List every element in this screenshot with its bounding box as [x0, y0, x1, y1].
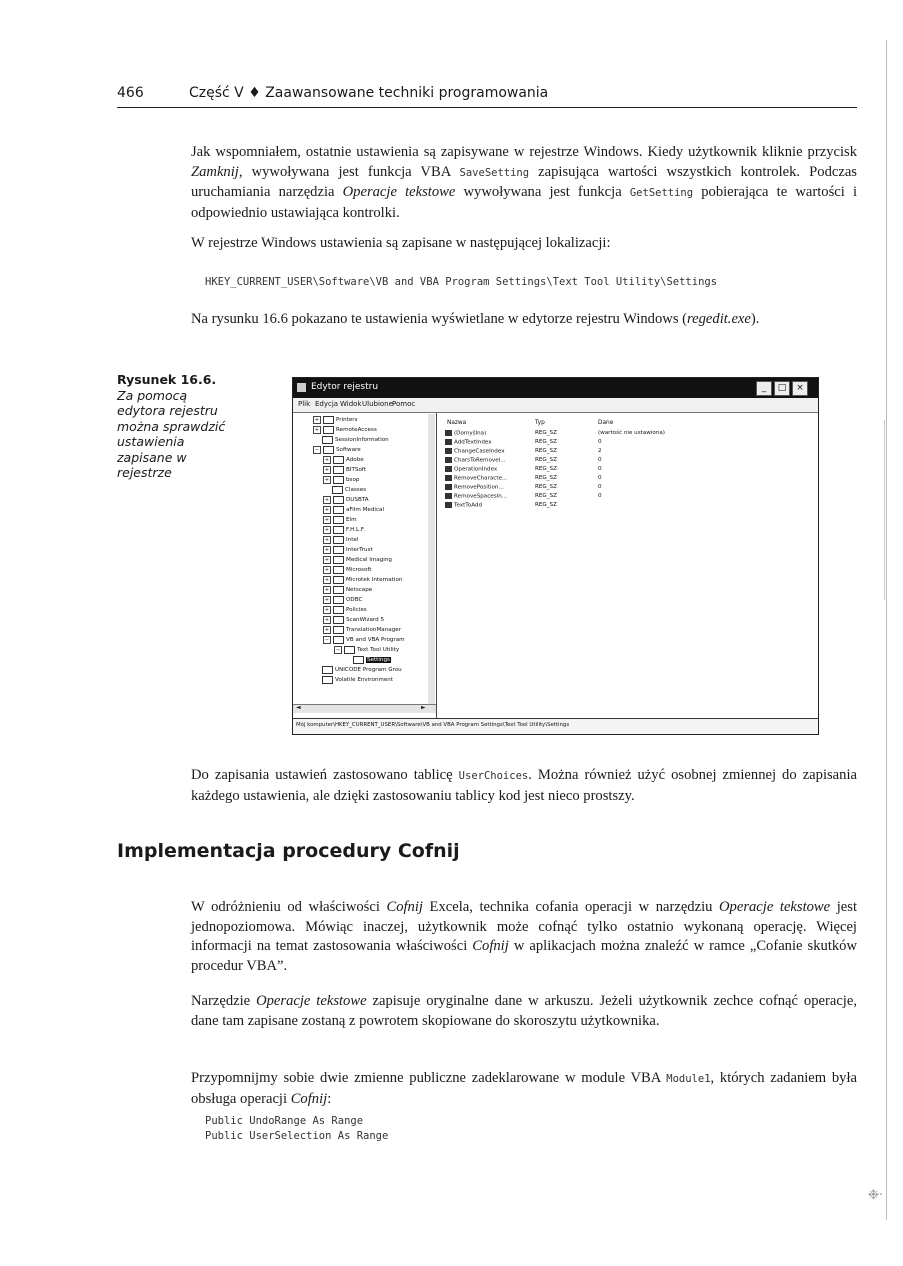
tree-expander-icon[interactable]: + — [324, 577, 330, 583]
folder-icon — [344, 646, 355, 654]
value-type: REG_SZ — [535, 502, 557, 508]
chapter-title: Część V ♦ Zaawansowane techniki programowania — [189, 85, 549, 101]
section-heading: Implementacja procedury Cofnij — [117, 840, 460, 862]
figure-label: Rysunek 16.6. — [117, 372, 217, 387]
column-header-data[interactable]: Dane — [598, 420, 614, 426]
value-type: REG_SZ — [535, 475, 557, 481]
value-row[interactable]: RemoveSpacesIn... — [445, 493, 507, 500]
folder-icon — [333, 596, 344, 604]
folder-icon — [333, 536, 344, 544]
folder-icon — [333, 476, 344, 484]
tree-horizontal-scrollbar[interactable] — [293, 704, 436, 713]
menu-edit[interactable]: Edycja — [315, 400, 339, 408]
folder-icon — [333, 636, 344, 644]
tree-expander-icon[interactable]: + — [324, 497, 330, 503]
status-bar — [293, 718, 818, 734]
paragraph-undo-single-level: W odróżnieniu od właściwości Cofnij Excela, technika cofania operacji w narzędziu Operacje tekstowe jest jednopoziomowa. Mówiąc inaczej, użytkownik może cofnąć tylko ostatnio wykonaną operację. Więcej informacji na temat zastosowania właściwości Cofnij w aplikacjach można znaleźć w ramce „Cofanie skutków procedur VBA”. — [191, 899, 858, 974]
tree-expander-icon[interactable]: + — [324, 617, 330, 623]
value-data: 0 — [598, 493, 602, 499]
value-type: REG_SZ — [535, 466, 557, 472]
folder-icon — [322, 676, 333, 684]
tree-item[interactable]: + BITSoft — [324, 467, 366, 473]
registry-tree-pane — [293, 413, 437, 718]
tree-item[interactable]: + Microsoft — [324, 567, 372, 573]
tree-item[interactable]: + ODBC — [324, 597, 363, 603]
folder-icon — [333, 626, 344, 634]
tree-expander-icon[interactable]: − — [324, 637, 330, 643]
folder-icon — [323, 426, 334, 434]
value-type: REG_SZ — [535, 493, 557, 499]
menu-favorites[interactable]: Ulubione — [362, 400, 393, 408]
registry-values-pane — [443, 413, 813, 713]
string-value-icon — [445, 430, 452, 436]
value-row[interactable]: AddTextIndex — [445, 439, 492, 446]
window-title: Edytor rejestru — [311, 382, 379, 392]
string-value-icon — [445, 484, 452, 490]
code-line: Public UndoRange As Range — [205, 1115, 364, 1127]
tree-item[interactable]: + Policies — [324, 607, 367, 613]
folder-icon — [333, 586, 344, 594]
tree-item[interactable]: + Medical Imaging — [324, 557, 392, 563]
code-block — [205, 1114, 388, 1144]
folder-icon — [333, 466, 344, 474]
tree-item[interactable]: + Intel — [324, 537, 359, 543]
page-number: 466 — [117, 85, 144, 101]
tree-expander-icon[interactable]: + — [324, 557, 330, 563]
menu-file[interactable]: Plik — [298, 400, 311, 408]
tree-item[interactable]: + ScanWizard 5 — [324, 617, 385, 623]
value-row[interactable]: (Domyślna) — [445, 430, 486, 437]
value-type: REG_SZ — [535, 439, 557, 445]
tree-expander-icon[interactable]: + — [324, 547, 330, 553]
regedit-app-icon — [297, 383, 306, 392]
value-data: (wartość nie ustawiona) — [598, 430, 665, 436]
window-titlebar — [293, 378, 818, 398]
tree-item[interactable]: + RemoteAccess — [314, 427, 377, 433]
paragraph-figure-reference: Na rysunku 16.6 pokazano te ustawienia wyświetlane w edytorze rejestru Windows (regedit.exe). — [191, 311, 760, 327]
scan-edge-line-2 — [884, 420, 885, 600]
value-row[interactable]: RemoveCharacte... — [445, 475, 507, 482]
folder-icon — [333, 506, 344, 514]
tree-expander-icon[interactable]: + — [324, 527, 330, 533]
folder-icon — [332, 486, 343, 494]
folder-icon — [323, 446, 334, 454]
value-row[interactable]: RemovePosition... — [445, 484, 504, 491]
tree-item[interactable]: + F.H.L.F. — [324, 527, 365, 533]
folder-icon — [333, 456, 344, 464]
column-header-name[interactable]: Nazwa — [447, 420, 467, 426]
folder-icon — [333, 566, 344, 574]
tree-item[interactable]: + DUSBTA — [324, 497, 369, 503]
value-data: 0 — [598, 475, 602, 481]
tree-item[interactable]: + Microtek Internation — [324, 577, 403, 583]
paragraph-userchoices: Do zapisania ustawień zastosowano tablicę UserChoices. Można również użyć osobnej zmiennej do zapisania każdego ustawienia, ale dzięki zastosowaniu tablicy kod jest nieco prostszy. — [191, 767, 857, 804]
tree-item[interactable]: UNICODE Program Grou — [322, 666, 402, 674]
tree-expander-icon[interactable]: + — [324, 467, 330, 473]
tree-item[interactable]: SessionInformation — [322, 436, 389, 444]
maximize-button[interactable]: □ — [774, 381, 790, 396]
folder-icon — [333, 606, 344, 614]
folder-icon — [322, 666, 333, 674]
tree-expander-icon[interactable]: + — [324, 567, 330, 573]
folder-icon — [333, 616, 344, 624]
tree-expander-icon[interactable]: − — [314, 447, 320, 453]
value-row[interactable]: OperationIndex — [445, 466, 497, 473]
tree-expander-icon[interactable]: + — [314, 427, 320, 433]
tree-expander-icon[interactable]: + — [324, 507, 330, 513]
registry-editor-window — [292, 377, 819, 735]
string-value-icon — [445, 457, 452, 463]
paragraph-settings-registry: Jak wspomniałem, ostatnie ustawienia są zapisywane w rejestrze Windows. Kiedy użytkownik kliknie przycisk Zamknij, wywoływana jest funkcja VBA SaveSetting zapisująca wartości wszystkich kontrolek. Podczas uruchamiania narzędzia Operacje tekstowe wywoływana jest funkcja GetSetting pobierająca te wartości i odpowiednio ustawiająca kontrolki. — [191, 144, 857, 221]
tree-expander-icon[interactable]: + — [324, 587, 330, 593]
running-head — [117, 85, 857, 108]
folder-icon — [333, 516, 344, 524]
tree-item[interactable]: Volatile Environment — [322, 676, 393, 684]
scan-artifact: ❉· — [868, 1188, 884, 1203]
tree-item[interactable]: + TranslationManager — [324, 627, 401, 633]
tree-expander-icon[interactable]: + — [324, 517, 330, 523]
folder-icon — [323, 416, 334, 424]
tree-vertical-scrollbar[interactable] — [428, 414, 435, 704]
tree-item[interactable]: + Adobe — [324, 457, 364, 463]
folder-icon — [333, 556, 344, 564]
tree-item[interactable]: + bsop — [324, 477, 360, 483]
scroll-left-arrow-icon[interactable]: ◄ — [296, 704, 301, 711]
scroll-right-arrow-icon[interactable]: ► — [421, 704, 426, 711]
tree-expander-icon[interactable]: + — [314, 417, 320, 423]
figure-caption-text: Za pomocą edytora rejestru można sprawdzić ustawienia zapisane w rejestrze — [117, 387, 226, 480]
value-data: 2 — [598, 448, 602, 454]
folder-open-icon — [353, 656, 364, 664]
menu-view[interactable]: Widok — [340, 400, 362, 408]
value-row[interactable]: ChangeCaseIndex — [445, 448, 505, 455]
tree-item[interactable]: + Netscape — [324, 587, 373, 593]
tree-item[interactable]: − Software — [314, 447, 361, 453]
folder-icon — [333, 526, 344, 534]
tree-item[interactable]: − Text Tool Utility — [335, 647, 400, 653]
registry-path-code: HKEY_CURRENT_USER\Software\VB and VBA Program Settings\Text Tool Utility\Settings — [205, 276, 718, 288]
value-row[interactable]: CharsToRemoveI... — [445, 457, 506, 464]
tree-item[interactable]: − VB and VBA Program — [324, 637, 405, 643]
paragraph-undo-storage: Narzędzie Operacje tekstowe zapisuje oryginalne dane w arkuszu. Jeżeli użytkownik zechce cofnąć operacje, dane tam zapisane zostaną z powrotem skopiowane do skoroszytu użytkownika. — [191, 993, 857, 1029]
tree-item[interactable]: + InterTrust — [324, 547, 373, 553]
value-type: REG_SZ — [535, 484, 557, 490]
folder-icon — [333, 496, 344, 504]
value-data: 0 — [598, 457, 602, 463]
folder-icon — [333, 546, 344, 554]
string-value-icon — [445, 493, 452, 499]
tree-item[interactable]: + Printers — [314, 417, 358, 423]
tree-expander-icon[interactable]: + — [324, 457, 330, 463]
tree-expander-icon[interactable]: + — [324, 607, 330, 613]
minimize-button[interactable]: _ — [756, 381, 772, 396]
string-value-icon — [445, 439, 452, 445]
value-data: 0 — [598, 439, 602, 445]
value-data: 0 — [598, 484, 602, 490]
tree-expander-icon[interactable]: + — [324, 477, 330, 483]
tree-expander-icon[interactable]: + — [324, 597, 330, 603]
column-header-type[interactable]: Typ — [535, 420, 545, 426]
string-value-icon — [445, 475, 452, 481]
value-type: REG_SZ — [535, 430, 557, 436]
tree-expander-icon[interactable]: − — [335, 647, 341, 653]
value-type: REG_SZ — [535, 457, 557, 463]
tree-item[interactable]: Classes — [332, 486, 366, 494]
code-line: Public UserSelection As Range — [205, 1130, 389, 1142]
folder-icon — [333, 576, 344, 584]
paragraph-public-variables: Przypomnijmy sobie dwie zmienne publiczne zadeklarowane w module VBA Module1, których zadaniem była obsługa operacji Cofnij: — [191, 1070, 857, 1107]
figure-caption — [117, 372, 237, 481]
tree-expander-icon[interactable]: + — [324, 627, 330, 633]
menu-bar — [293, 398, 818, 413]
close-button[interactable]: × — [792, 381, 808, 396]
tree-item[interactable]: + aFilm Medical — [324, 507, 385, 513]
value-row[interactable]: TextToAdd — [445, 502, 482, 509]
value-data: 0 — [598, 466, 602, 472]
tree-item-selected[interactable]: Settings — [353, 656, 391, 664]
value-type: REG_SZ — [535, 448, 557, 454]
menu-help[interactable]: Pomoc — [392, 400, 416, 408]
status-path: Mój komputer\HKEY_CURRENT_USER\Software\VB and VBA Program Settings\Text Tool Utility\Settings — [296, 722, 570, 728]
string-value-icon — [445, 466, 452, 472]
tree-expander-icon[interactable]: + — [324, 537, 330, 543]
string-value-icon — [445, 448, 452, 454]
scan-edge-line — [886, 40, 887, 1220]
paragraph-location-intro: W rejestrze Windows ustawienia są zapisane w następującej lokalizacji: — [191, 235, 611, 251]
folder-icon — [322, 436, 333, 444]
string-value-icon — [445, 502, 452, 508]
tree-item[interactable]: + Elm — [324, 517, 357, 523]
